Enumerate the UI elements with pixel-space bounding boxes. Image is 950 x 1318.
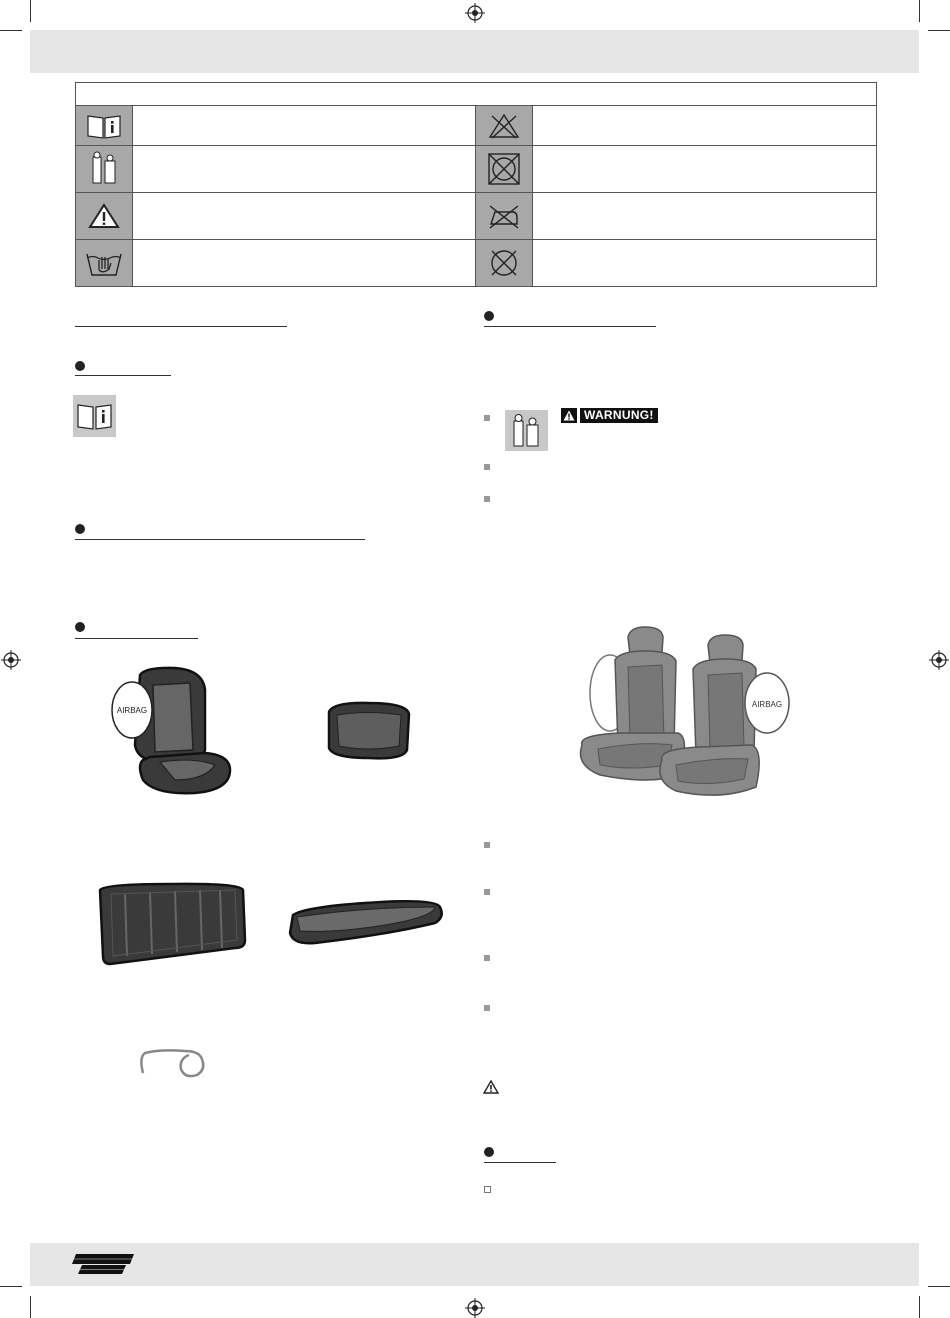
child-icon-box: [505, 410, 548, 451]
symbol-description: [533, 193, 877, 240]
section-bullet: [75, 622, 85, 632]
list-bullet: [484, 496, 490, 502]
registration-mark-icon: [1, 650, 21, 670]
symbol-cell: [476, 146, 533, 193]
info-book-icon: [73, 395, 116, 437]
section-heading-rule: [75, 375, 171, 376]
section-bullet: [75, 361, 85, 371]
section-heading-rule: [75, 638, 198, 639]
list-bullet: [484, 889, 490, 895]
section-heading-rule: [484, 326, 656, 327]
seat-cover-illustration: [105, 665, 235, 800]
symbol-description: [132, 240, 476, 287]
crop-mark: [0, 30, 22, 31]
headrest-cover-illustration: [323, 700, 415, 762]
symbol-cell: [76, 193, 133, 240]
crop-mark: [0, 1286, 22, 1287]
symbol-cell: [476, 240, 533, 287]
warning-label: WARNUNG!: [580, 408, 658, 423]
warning-badge: [561, 408, 658, 423]
symbol-description: [132, 193, 476, 240]
airbag-label: AIRBAG: [751, 700, 783, 709]
warning-triangle-icon: [561, 408, 577, 423]
symbol-description: [533, 146, 877, 193]
section-bullet: [75, 524, 85, 534]
registration-mark-icon: [465, 1298, 485, 1318]
no-iron-icon: [486, 202, 522, 230]
list-bullet: [484, 415, 490, 421]
rear-bench-cover-illustration: [285, 895, 447, 950]
symbol-description: [533, 106, 877, 146]
section-bullet: [484, 1147, 494, 1157]
child-safety-icon: [89, 151, 119, 187]
warning-triangle-icon: [483, 1080, 499, 1094]
list-bullet: [484, 464, 490, 470]
symbol-description: [132, 106, 476, 146]
section-heading-rule: [75, 539, 365, 540]
no-bleach-icon: [486, 112, 522, 140]
footer-band: [30, 1243, 919, 1286]
no-dry-clean-icon: [486, 247, 522, 279]
checkbox-bullet: [484, 1186, 491, 1193]
wire-hook-illustration: [135, 1045, 210, 1080]
symbol-cell: [476, 193, 533, 240]
section-bullet: [484, 311, 494, 321]
info-icon-box: [73, 395, 116, 437]
crop-mark: [919, 1296, 920, 1318]
symbol-description: [533, 240, 877, 287]
list-bullet: [484, 1005, 490, 1011]
section-heading-rule: [75, 326, 287, 327]
registration-mark-icon: [465, 3, 485, 23]
brand-logo: [70, 1253, 138, 1275]
info-book-icon: [86, 112, 122, 140]
symbol-cell: [476, 106, 533, 146]
header-band: [30, 30, 919, 73]
section-heading-rule: [484, 1162, 556, 1163]
front-seats-airbag-illustration: [570, 625, 790, 807]
symbol-cell: [76, 240, 133, 287]
hand-wash-icon: [85, 248, 123, 278]
crop-mark: [30, 1296, 31, 1318]
symbol-description: [132, 146, 476, 193]
no-tumble-dry-icon: [486, 151, 522, 187]
crop-mark: [919, 0, 920, 22]
crop-mark: [928, 30, 950, 31]
symbol-table: [75, 82, 877, 287]
symbol-cell: [76, 146, 133, 193]
list-bullet: [484, 842, 490, 848]
airbag-label: AIRBAG: [116, 706, 148, 715]
symbol-cell: [76, 106, 133, 146]
warning-triangle-icon: [88, 202, 120, 230]
crop-mark: [30, 0, 31, 22]
symbol-table-header: [76, 83, 877, 106]
registration-mark-icon: [929, 650, 949, 670]
crop-mark: [928, 1286, 950, 1287]
rear-backrest-cover-illustration: [95, 880, 250, 970]
list-bullet: [484, 955, 490, 961]
child-safety-icon: [505, 410, 548, 451]
